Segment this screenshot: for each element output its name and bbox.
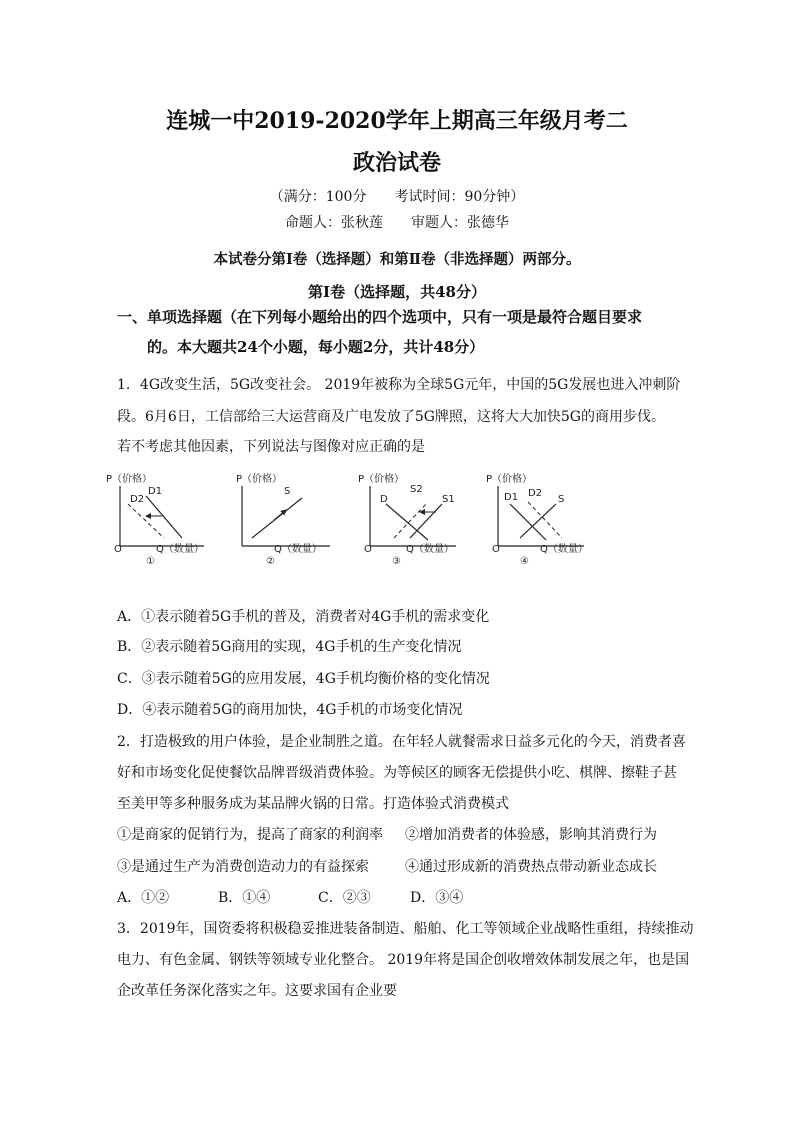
q1-graph-2 — [234, 468, 344, 568]
q2-statement-4: ④通过形成新的消费热点带动新业态成长 — [405, 859, 657, 875]
q3-text-line: 电力、有色金属、钢铁等领域专业化整合。 2019年将是国企创收增效体制发展之年，也是国 — [117, 952, 690, 968]
curve-label: S — [284, 486, 291, 497]
demand-curve-d2 — [128, 504, 164, 538]
p-axis-label: P（价格） — [358, 474, 405, 485]
curve-label: D1 — [504, 492, 519, 503]
curve-label: D2 — [130, 494, 145, 505]
q2-choice-b: B．①④ — [218, 890, 271, 906]
graph-number: ③ — [392, 556, 401, 567]
graph-number: ② — [266, 556, 275, 567]
section1-heading: 一、单项选择题（在下列每小题给出的四个选项中，只有一项是最符合题目要求 — [117, 308, 643, 326]
curve-label: S — [558, 494, 565, 505]
q3-text-line: 企改革任务深化落实之年。这要求国有企业要 — [117, 983, 397, 999]
demand-curve-d — [386, 504, 428, 540]
supply-curve-s2 — [394, 504, 426, 538]
q2-text-line: 2．打造极致的用户体验，是企业制胜之道。在年轻人就餐需求日益多元化的今天，消费者喜 — [117, 734, 686, 750]
demand-curve-d1 — [510, 504, 546, 540]
supply-curve-s — [520, 504, 556, 538]
q1-text-line: 1．4G改变生活，5G改变社会。 2019年被称为全球5G元年，中国的5G发展也进入冲刺阶 — [117, 377, 681, 393]
origin-label: O — [114, 544, 122, 555]
exam-title: 连城一中2019-2020学年上期高三年级月考二 — [166, 108, 628, 134]
q2-text-line: 至美甲等多种服务成为某品牌火锅的日常。打造体验式消费模式 — [117, 796, 509, 812]
q1-option-d: D．④表示随着5G的商用加快，4G手机的市场变化情况 — [117, 702, 463, 718]
p-axis-label: P（价格） — [106, 474, 153, 485]
q3-text-line: 3．2019年，国资委将积极稳妥推进装备制造、船舶、化工等领域企业战略性重组，持续推动 — [117, 921, 694, 937]
q2-text-line: 好和市场变化促使餐饮品牌晋级消费体验。为等候区的顾客无偿提供小吃、棋牌、擦鞋子甚 — [117, 765, 677, 781]
demand-curve-d1 — [146, 496, 182, 538]
q2-statement-1: ①是商家的促销行为，提高了商家的利润率 — [117, 827, 383, 843]
q1-option-b: B．②表示随着5G商用的实现，4G手机的生产变化情况 — [117, 639, 462, 655]
q1-text-line: 段。6月6日，工信部给三大运营商及广电发放了5G牌照，这将大大加快5G的商用步伐。 — [117, 409, 665, 425]
curve-label: D — [380, 494, 388, 505]
q-axis-label: Q（数量） — [406, 544, 454, 555]
p-axis-label: P（价格） — [486, 474, 533, 485]
curve-label: D1 — [148, 486, 163, 497]
q-axis-label: Q（数量） — [540, 544, 588, 555]
q2-statement-2: ②增加消费者的体验感，影响其消费行为 — [405, 827, 657, 843]
part1-title: 第Ⅰ卷（选择题，共48分） — [308, 283, 486, 301]
p-axis-label: P（价格） — [236, 474, 283, 485]
origin-label: O — [492, 544, 500, 555]
supply-curve-s1 — [410, 504, 442, 538]
q2-choice-a: A．①② — [117, 890, 170, 906]
curve-label: S2 — [410, 484, 423, 495]
curve-label: S1 — [442, 494, 455, 505]
q1-graph-3 — [356, 468, 466, 568]
demand-curve-d2 — [528, 502, 562, 538]
q2-choice-d: D．③④ — [410, 890, 464, 906]
exam-subtitle: 政治试卷 — [352, 150, 441, 176]
q2-statement-3: ③是通过生产为消费创造动力的有益探索 — [117, 859, 369, 875]
graph-number: ④ — [520, 556, 529, 567]
graph-number: ① — [146, 556, 155, 567]
exam-authors: 命题人：张秋莲 审题人：张德华 — [285, 215, 509, 231]
movement-arrow — [274, 510, 286, 520]
origin-label: O — [364, 544, 372, 555]
q1-text-line: 若不考虑其他因素，下列说法与图像对应正确的是 — [117, 439, 425, 455]
q2-choice-c: C．②③ — [318, 890, 371, 906]
q1-option-a: A．①表示随着5G手机的普及，消费者对4G手机的需求变化 — [117, 609, 490, 625]
curve-label: D2 — [528, 488, 543, 499]
section1-heading-cont: 的。本大题共24个小题，每小题2分，共计48分） — [147, 338, 485, 356]
exam-intro: 本试卷分第Ⅰ卷（选择题）和第Ⅱ卷（非选择题）两部分。 — [213, 251, 581, 268]
q1-graph-1 — [104, 468, 214, 568]
q1-option-c: C．③表示随着5G的应用发展，4G手机均衡价格的变化情况 — [117, 671, 490, 687]
q-axis-label: Q（数量） — [274, 544, 322, 555]
q-axis-label: Q（数量） — [156, 544, 204, 555]
exam-meta: （满分：100分 考试时间：90分钟） — [269, 189, 525, 205]
q1-graph-4 — [484, 468, 594, 568]
